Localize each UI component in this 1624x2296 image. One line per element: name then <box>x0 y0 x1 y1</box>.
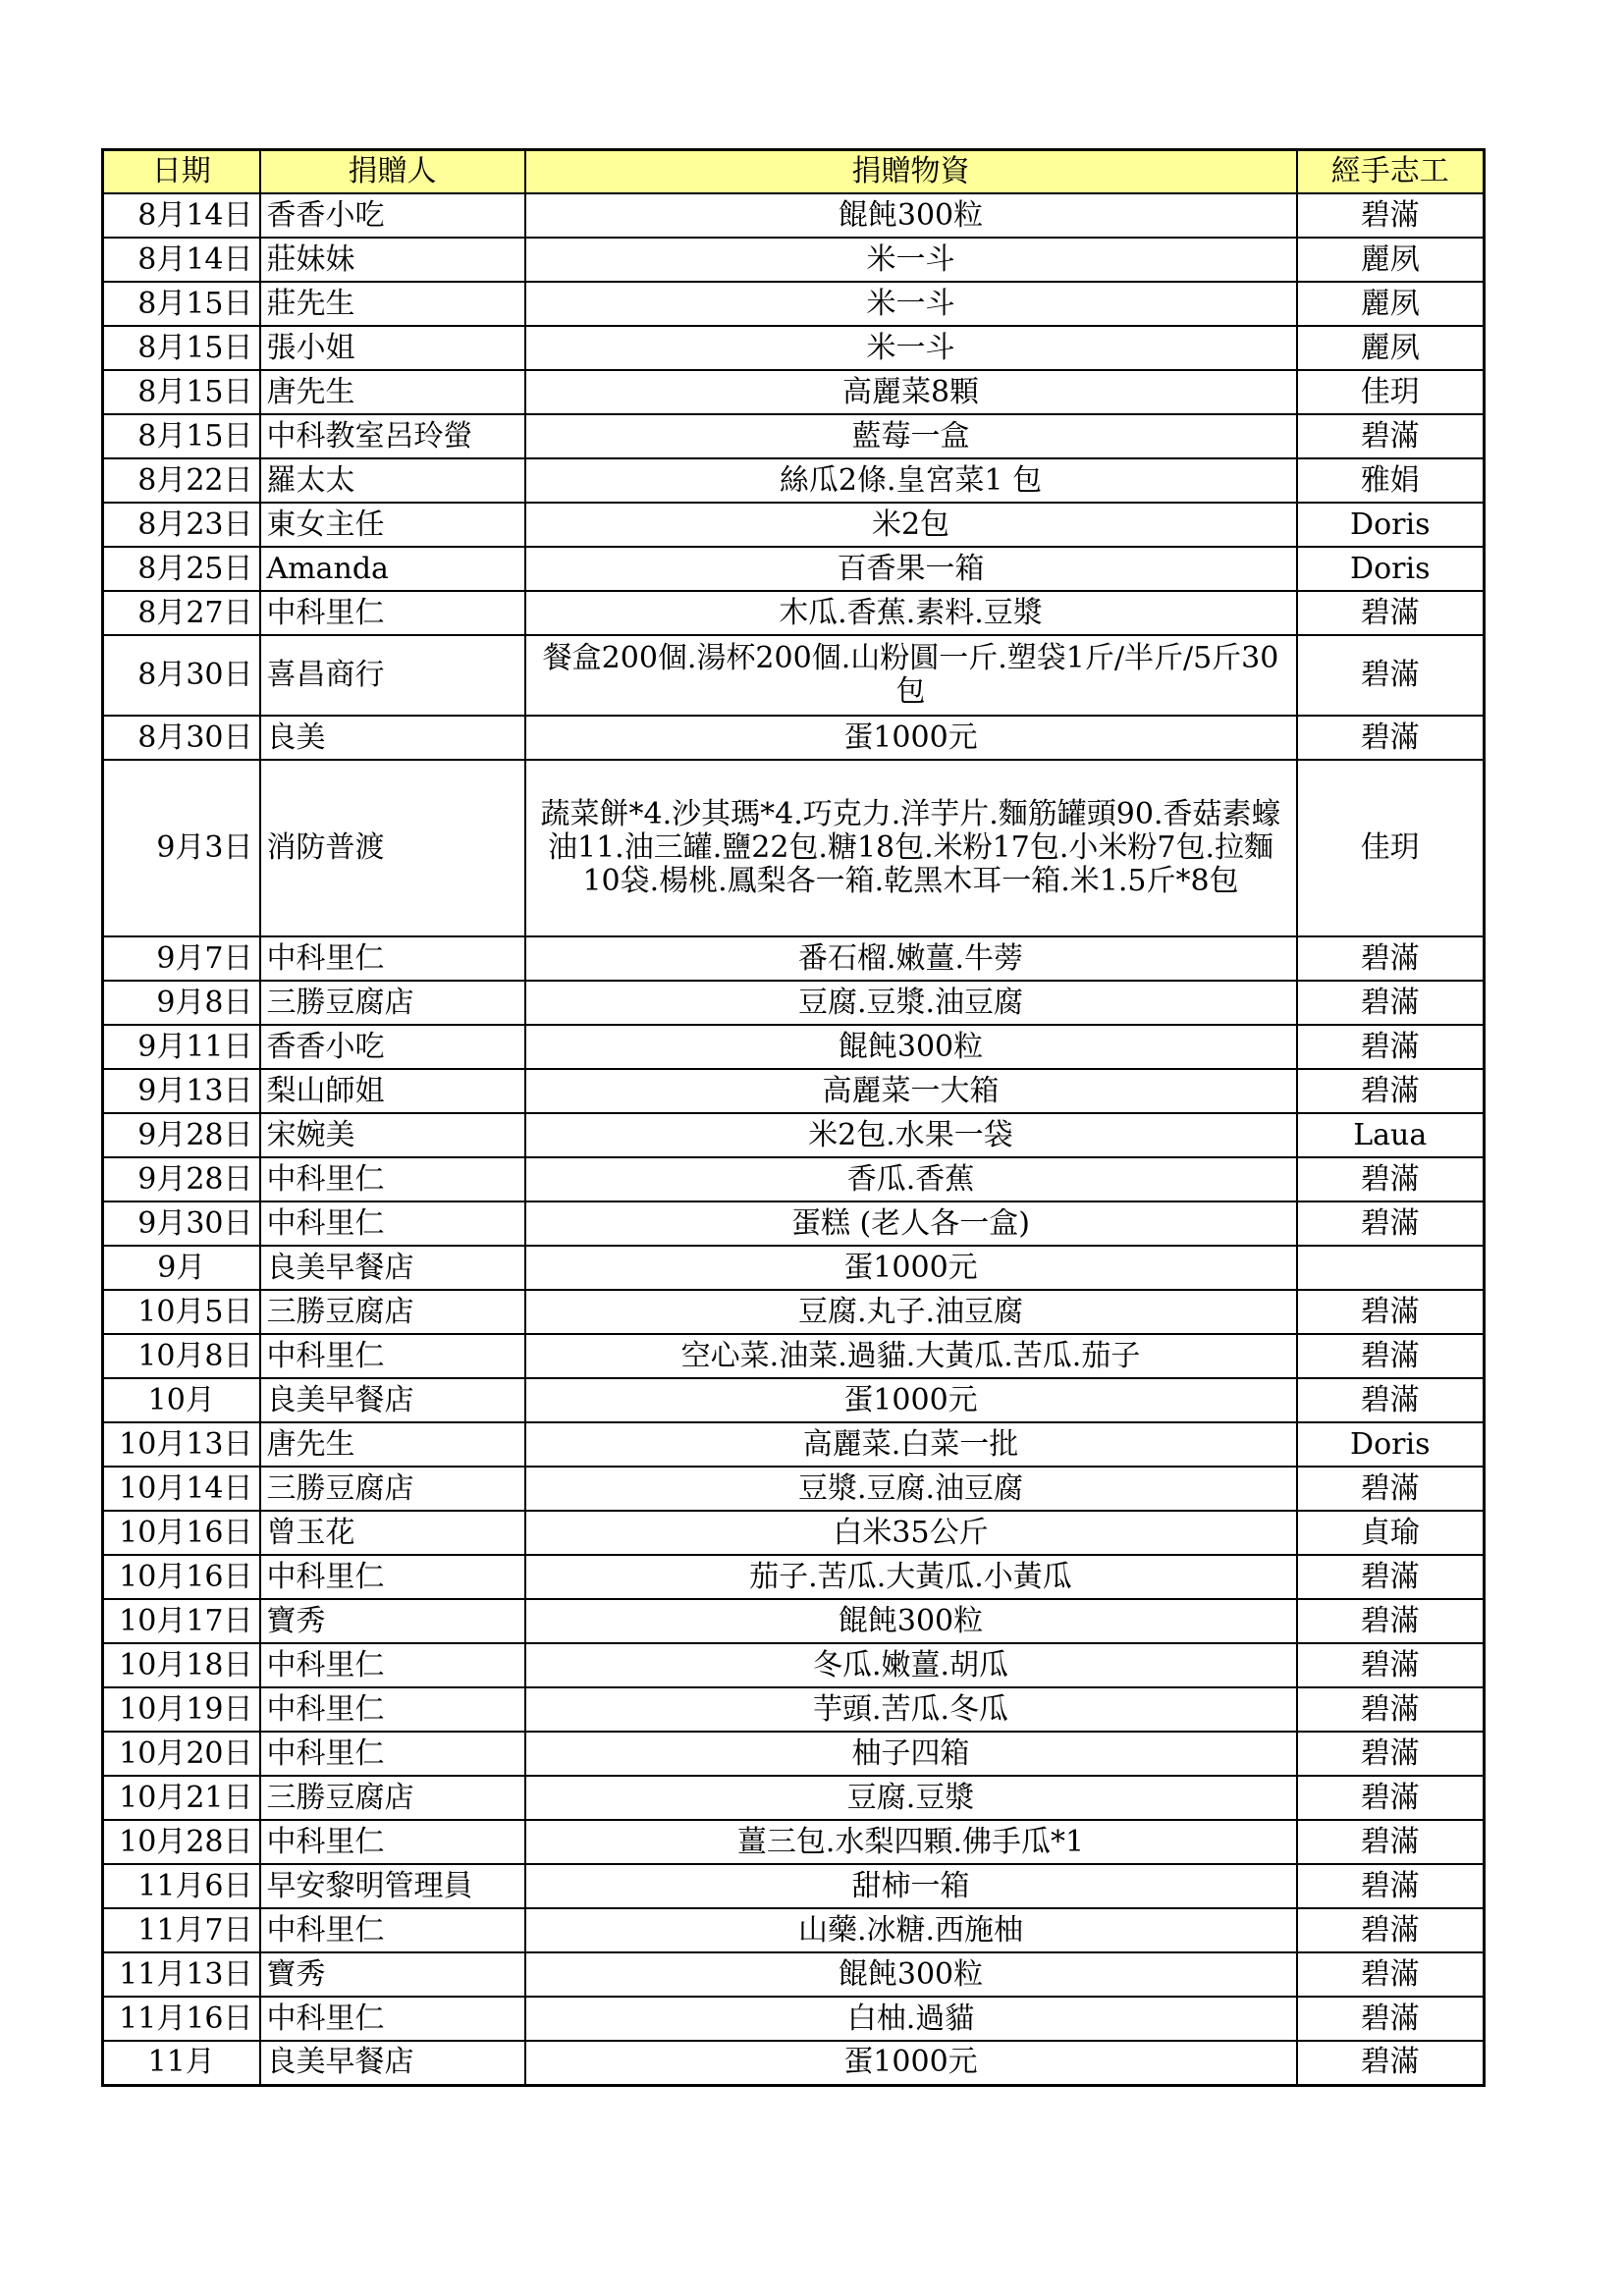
cell-volunteer: 碧滿 <box>1297 1025 1485 1069</box>
cell-items: 柚子四箱 <box>525 1732 1297 1776</box>
cell-volunteer: 碧滿 <box>1297 981 1485 1025</box>
cell-donor: 三勝豆腐店 <box>260 1467 525 1511</box>
cell-items: 蛋糕 (老人各一盒) <box>525 1201 1297 1246</box>
cell-volunteer: 麗夙 <box>1297 282 1485 326</box>
table-row <box>103 1113 1485 1157</box>
cell-donor: 梨山師姐 <box>260 1069 525 1113</box>
cell-items: 米一斗 <box>525 238 1297 282</box>
table-row <box>103 1334 1485 1378</box>
cell-donor: 喜昌商行 <box>260 635 525 716</box>
table-row <box>103 1643 1485 1687</box>
cell-items: 絲瓜2條.皇宮菜1 包 <box>525 458 1297 503</box>
cell-items: 高麗菜一大箱 <box>525 1069 1297 1113</box>
table-row <box>103 1025 1485 1069</box>
table-row <box>103 282 1485 326</box>
cell-volunteer: 碧滿 <box>1297 1908 1485 1952</box>
cell-items: 豆腐.豆漿 <box>525 1776 1297 1820</box>
cell-date: 11月7日 <box>103 1908 260 1952</box>
cell-items: 餐盒200個.湯杯200個.山粉圓一斤.塑袋1斤/半斤/5斤30包 <box>525 635 1297 716</box>
cell-volunteer: Doris <box>1297 547 1485 591</box>
cell-donor: 中科里仁 <box>260 1997 525 2041</box>
cell-volunteer: 貞瑜 <box>1297 1511 1485 1555</box>
cell-items: 餛飩300粒 <box>525 1599 1297 1643</box>
cell-volunteer: 碧滿 <box>1297 1290 1485 1334</box>
cell-date: 10月16日 <box>103 1511 260 1555</box>
cell-donor: 宋婉美 <box>260 1113 525 1157</box>
cell-volunteer: 碧滿 <box>1297 1997 1485 2041</box>
cell-volunteer: 碧滿 <box>1297 193 1485 238</box>
cell-items: 豆漿.豆腐.油豆腐 <box>525 1467 1297 1511</box>
cell-volunteer: 碧滿 <box>1297 1952 1485 1997</box>
cell-date: 9月 <box>103 1246 260 1290</box>
cell-volunteer: 碧滿 <box>1297 1069 1485 1113</box>
cell-items: 餛飩300粒 <box>525 1952 1297 1997</box>
cell-items: 甜柿一箱 <box>525 1864 1297 1908</box>
table-row <box>103 1290 1485 1334</box>
cell-date: 10月21日 <box>103 1776 260 1820</box>
cell-volunteer: 碧滿 <box>1297 1687 1485 1732</box>
cell-items: 茄子.苦瓜.大黃瓜.小黃瓜 <box>525 1555 1297 1599</box>
cell-items: 豆腐.豆漿.油豆腐 <box>525 981 1297 1025</box>
table-row <box>103 193 1485 238</box>
cell-volunteer: 碧滿 <box>1297 1467 1485 1511</box>
header-items: 捐贈物資 <box>525 150 1297 194</box>
cell-volunteer: 碧滿 <box>1297 1157 1485 1201</box>
cell-items: 米一斗 <box>525 282 1297 326</box>
cell-items: 薑三包.水梨四顆.佛手瓜*1 <box>525 1820 1297 1864</box>
table-row <box>103 981 1485 1025</box>
cell-volunteer: 碧滿 <box>1297 936 1485 981</box>
cell-date: 8月15日 <box>103 326 260 370</box>
table-row <box>103 1908 1485 1952</box>
cell-date: 8月15日 <box>103 282 260 326</box>
cell-donor: 莊妹妹 <box>260 238 525 282</box>
table-row <box>103 760 1485 936</box>
table-row <box>103 238 1485 282</box>
table-row <box>103 1511 1485 1555</box>
cell-volunteer: 碧滿 <box>1297 1864 1485 1908</box>
cell-volunteer: 碧滿 <box>1297 1201 1485 1246</box>
cell-donor: 東女主任 <box>260 503 525 547</box>
cell-volunteer: 麗夙 <box>1297 326 1485 370</box>
cell-volunteer: 麗夙 <box>1297 238 1485 282</box>
cell-donor: 中科里仁 <box>260 591 525 635</box>
cell-date: 8月27日 <box>103 591 260 635</box>
cell-date: 9月7日 <box>103 936 260 981</box>
table-row <box>103 1820 1485 1864</box>
cell-volunteer: 碧滿 <box>1297 1776 1485 1820</box>
cell-volunteer: 碧滿 <box>1297 635 1485 716</box>
cell-items: 空心菜.油菜.過貓.大黃瓜.苦瓜.茄子 <box>525 1334 1297 1378</box>
cell-date: 9月30日 <box>103 1201 260 1246</box>
cell-date: 8月14日 <box>103 193 260 238</box>
cell-donor: 唐先生 <box>260 1422 525 1467</box>
cell-donor: 中科里仁 <box>260 1201 525 1246</box>
cell-donor: 中科里仁 <box>260 1555 525 1599</box>
table-row <box>103 1246 1485 1290</box>
table-row <box>103 1732 1485 1776</box>
cell-volunteer: 碧滿 <box>1297 716 1485 760</box>
cell-items: 藍莓一盒 <box>525 414 1297 458</box>
cell-donor: 寶秀 <box>260 1952 525 1997</box>
cell-volunteer: 碧滿 <box>1297 1732 1485 1776</box>
cell-date: 11月 <box>103 2041 260 2085</box>
table-row <box>103 2041 1485 2085</box>
cell-date: 10月 <box>103 1378 260 1422</box>
cell-donor: 中科里仁 <box>260 1820 525 1864</box>
cell-donor: 中科里仁 <box>260 1157 525 1201</box>
cell-date: 8月15日 <box>103 370 260 414</box>
cell-items: 米一斗 <box>525 326 1297 370</box>
cell-donor: 中科教室呂玲螢 <box>260 414 525 458</box>
cell-date: 8月30日 <box>103 635 260 716</box>
cell-donor: 早安黎明管理員 <box>260 1864 525 1908</box>
cell-volunteer: 雅娟 <box>1297 458 1485 503</box>
cell-donor: 三勝豆腐店 <box>260 1776 525 1820</box>
cell-items: 米2包.水果一袋 <box>525 1113 1297 1157</box>
table-row <box>103 458 1485 503</box>
cell-items: 山藥.冰糖.西施柚 <box>525 1908 1297 1952</box>
cell-date: 9月28日 <box>103 1157 260 1201</box>
table-row <box>103 1201 1485 1246</box>
cell-volunteer: 碧滿 <box>1297 1555 1485 1599</box>
cell-date: 8月30日 <box>103 716 260 760</box>
table-row <box>103 370 1485 414</box>
header-date: 日期 <box>103 150 260 194</box>
cell-items: 蛋1000元 <box>525 1378 1297 1422</box>
cell-donor: 羅太太 <box>260 458 525 503</box>
cell-items: 蛋1000元 <box>525 716 1297 760</box>
table-row <box>103 547 1485 591</box>
table-body <box>103 193 1485 2085</box>
cell-date: 8月15日 <box>103 414 260 458</box>
cell-volunteer: 佳玥 <box>1297 370 1485 414</box>
cell-donor: 中科里仁 <box>260 1732 525 1776</box>
table-row <box>103 1422 1485 1467</box>
table-row <box>103 591 1485 635</box>
cell-items: 香瓜.香蕉 <box>525 1157 1297 1201</box>
cell-donor: 良美早餐店 <box>260 1246 525 1290</box>
table-row <box>103 326 1485 370</box>
cell-date: 9月8日 <box>103 981 260 1025</box>
cell-donor: 莊先生 <box>260 282 525 326</box>
cell-date: 10月8日 <box>103 1334 260 1378</box>
cell-donor: 香香小吃 <box>260 1025 525 1069</box>
cell-volunteer: 碧滿 <box>1297 1643 1485 1687</box>
cell-volunteer: 碧滿 <box>1297 591 1485 635</box>
cell-volunteer: 碧滿 <box>1297 1820 1485 1864</box>
cell-date: 11月16日 <box>103 1997 260 2041</box>
cell-donor: 寶秀 <box>260 1599 525 1643</box>
cell-donor: 良美 <box>260 716 525 760</box>
cell-items: 冬瓜.嫩薑.胡瓜 <box>525 1643 1297 1687</box>
cell-donor: 曾玉花 <box>260 1511 525 1555</box>
donation-table <box>101 148 1486 2087</box>
header-row <box>103 150 1485 194</box>
cell-items: 芋頭.苦瓜.冬瓜 <box>525 1687 1297 1732</box>
cell-donor: 中科里仁 <box>260 1334 525 1378</box>
table-row <box>103 936 1485 981</box>
cell-items: 番石榴.嫩薑.牛蒡 <box>525 936 1297 981</box>
cell-date: 10月28日 <box>103 1820 260 1864</box>
cell-date: 9月3日 <box>103 760 260 936</box>
cell-donor: 三勝豆腐店 <box>260 1290 525 1334</box>
cell-date: 8月23日 <box>103 503 260 547</box>
cell-volunteer: 碧滿 <box>1297 1599 1485 1643</box>
table-row <box>103 1555 1485 1599</box>
cell-date: 10月19日 <box>103 1687 260 1732</box>
cell-donor: 香香小吃 <box>260 193 525 238</box>
cell-date: 8月14日 <box>103 238 260 282</box>
cell-donor: 中科里仁 <box>260 936 525 981</box>
table-row <box>103 1467 1485 1511</box>
table-row <box>103 1157 1485 1201</box>
header-donor: 捐贈人 <box>260 150 525 194</box>
cell-volunteer: 碧滿 <box>1297 1334 1485 1378</box>
cell-donor: 中科里仁 <box>260 1687 525 1732</box>
table-row <box>103 635 1485 716</box>
cell-donor: 消防普渡 <box>260 760 525 936</box>
cell-date: 10月20日 <box>103 1732 260 1776</box>
table-row <box>103 414 1485 458</box>
cell-volunteer: Doris <box>1297 503 1485 547</box>
cell-volunteer: 佳玥 <box>1297 760 1485 936</box>
cell-donor: 中科里仁 <box>260 1643 525 1687</box>
cell-items: 蛋1000元 <box>525 2041 1297 2085</box>
cell-volunteer: Laua <box>1297 1113 1485 1157</box>
cell-volunteer: 碧滿 <box>1297 1378 1485 1422</box>
cell-items: 餛飩300粒 <box>525 193 1297 238</box>
cell-items: 米2包 <box>525 503 1297 547</box>
cell-volunteer: 碧滿 <box>1297 414 1485 458</box>
cell-donor: 唐先生 <box>260 370 525 414</box>
cell-date: 10月16日 <box>103 1555 260 1599</box>
cell-items: 蔬菜餅*4.沙其瑪*4.巧克力.洋芋片.麵筋罐頭90.香菇素蠔油11.油三罐.鹽22包.糖18包.米粉17包.小米粉7包.拉麵10袋.楊桃.鳳梨各一箱.乾黑木耳一箱.米1.5斤*8包 <box>525 760 1297 936</box>
table-row <box>103 1378 1485 1422</box>
table-row <box>103 1599 1485 1643</box>
cell-items: 蛋1000元 <box>525 1246 1297 1290</box>
header-volunteer: 經手志工 <box>1297 150 1485 194</box>
cell-date: 9月13日 <box>103 1069 260 1113</box>
cell-volunteer: 碧滿 <box>1297 2041 1485 2085</box>
cell-date: 8月22日 <box>103 458 260 503</box>
cell-items: 木瓜.香蕉.素料.豆漿 <box>525 591 1297 635</box>
table-row <box>103 1776 1485 1820</box>
cell-items: 高麗菜8顆 <box>525 370 1297 414</box>
cell-donor: Amanda <box>260 547 525 591</box>
cell-donor: 中科里仁 <box>260 1908 525 1952</box>
cell-items: 白米35公斤 <box>525 1511 1297 1555</box>
cell-donor: 良美早餐店 <box>260 1378 525 1422</box>
cell-date: 10月13日 <box>103 1422 260 1467</box>
cell-date: 10月18日 <box>103 1643 260 1687</box>
cell-date: 10月17日 <box>103 1599 260 1643</box>
cell-volunteer <box>1297 1246 1485 1290</box>
cell-date: 8月25日 <box>103 547 260 591</box>
table-row <box>103 503 1485 547</box>
cell-date: 9月28日 <box>103 1113 260 1157</box>
cell-items: 白柚.過貓 <box>525 1997 1297 2041</box>
table-row <box>103 1952 1485 1997</box>
cell-date: 11月6日 <box>103 1864 260 1908</box>
cell-items: 餛飩300粒 <box>525 1025 1297 1069</box>
cell-date: 11月13日 <box>103 1952 260 1997</box>
cell-donor: 良美早餐店 <box>260 2041 525 2085</box>
cell-date: 10月5日 <box>103 1290 260 1334</box>
cell-donor: 張小姐 <box>260 326 525 370</box>
cell-items: 豆腐.丸子.油豆腐 <box>525 1290 1297 1334</box>
table-row <box>103 716 1485 760</box>
cell-date: 9月11日 <box>103 1025 260 1069</box>
cell-items: 高麗菜.白菜一批 <box>525 1422 1297 1467</box>
table-row <box>103 1997 1485 2041</box>
table-row <box>103 1864 1485 1908</box>
cell-items: 百香果一箱 <box>525 547 1297 591</box>
cell-date: 10月14日 <box>103 1467 260 1511</box>
table-row <box>103 1069 1485 1113</box>
cell-donor: 三勝豆腐店 <box>260 981 525 1025</box>
cell-volunteer: Doris <box>1297 1422 1485 1467</box>
table-row <box>103 1687 1485 1732</box>
